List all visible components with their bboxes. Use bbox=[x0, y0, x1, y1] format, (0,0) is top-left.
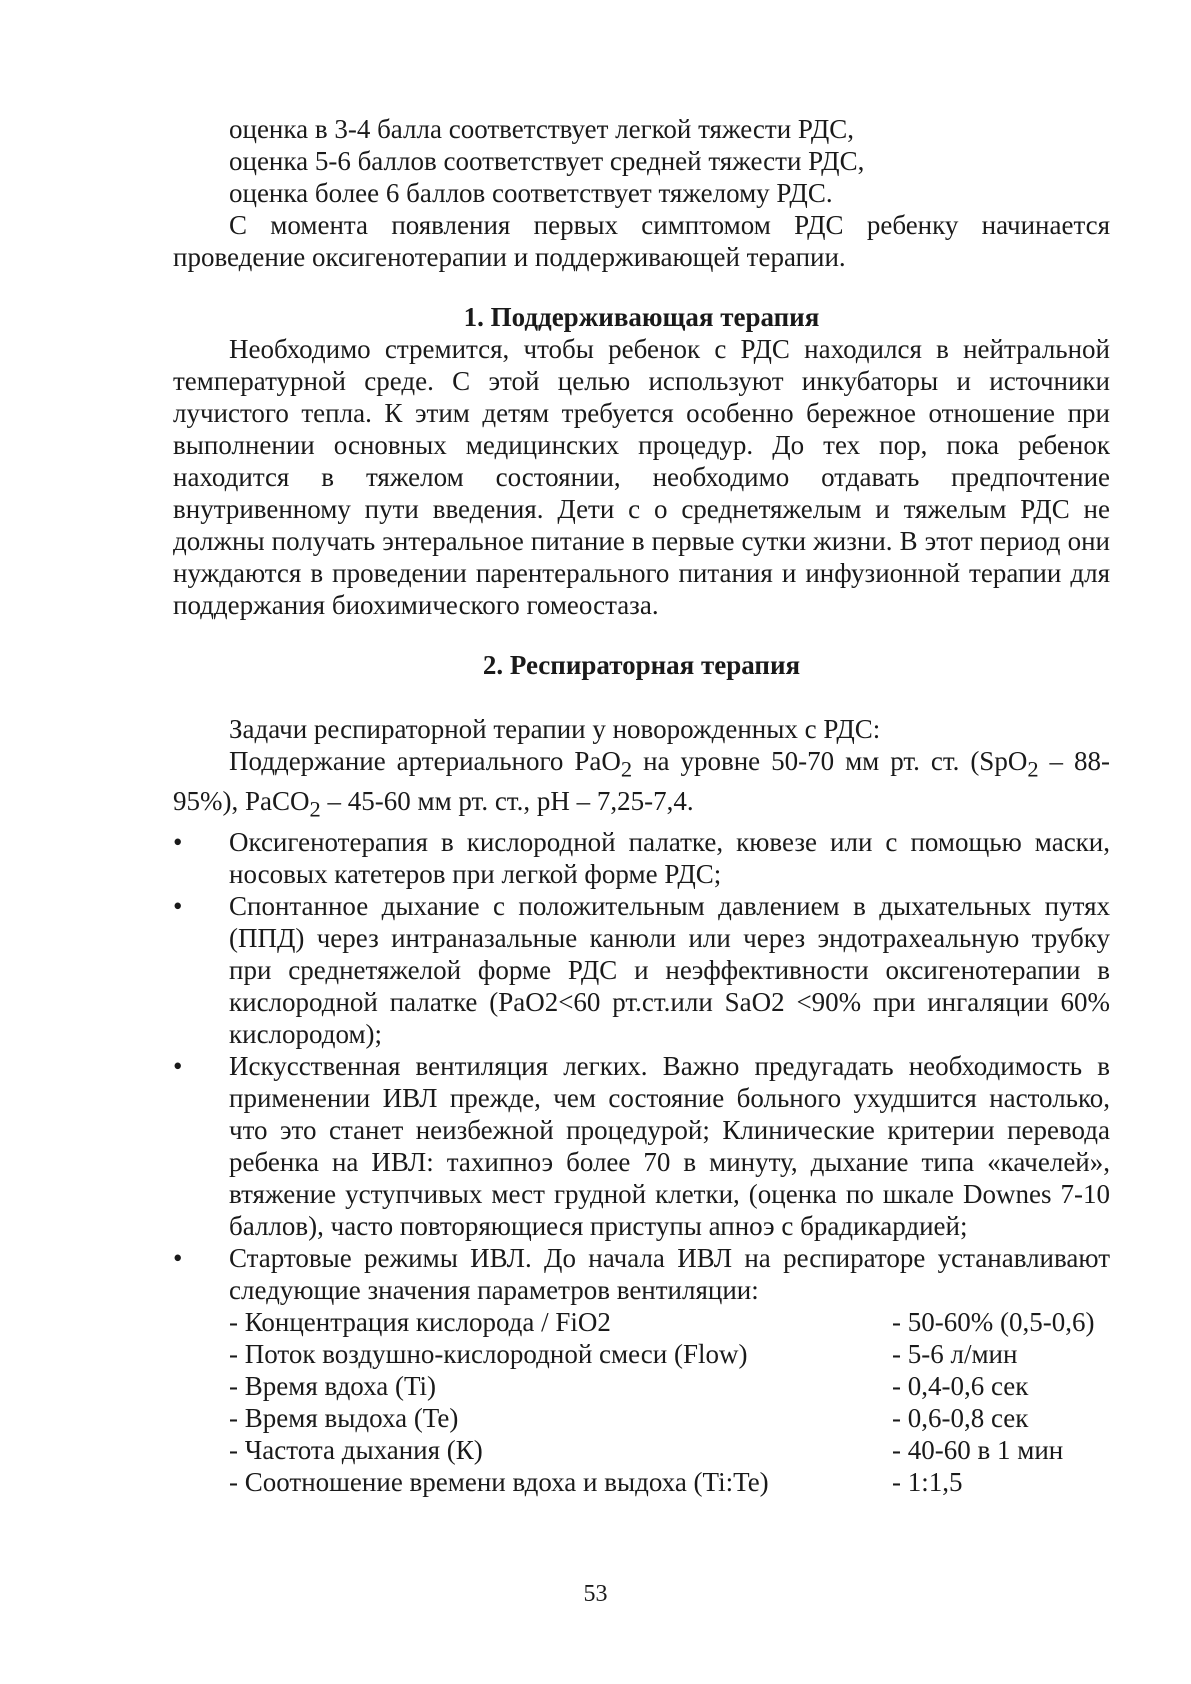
ventilation-parameters-table bbox=[173, 1306, 1110, 1498]
parameter-row bbox=[229, 1402, 1110, 1434]
bullet-icon: • bbox=[173, 1050, 183, 1081]
list-item bbox=[173, 1050, 1110, 1242]
page-number: 53 bbox=[583, 1581, 608, 1607]
intro-paragraph: С момента появления первых симптомом РДС ребенку начинается проведение оксигенотерапии и поддерживающей терапии. bbox=[173, 210, 1110, 272]
parameter-name: - Поток воздушно-кислородной смеси (Flow) bbox=[229, 1338, 748, 1369]
list-item bbox=[173, 890, 1110, 1050]
list-item-text: Оксигенотерапия в кислородной палатке, кювезе или с помощью маски, носовых катетеров при легкой форме РДС; bbox=[229, 826, 1110, 889]
bullet-icon: • bbox=[173, 1242, 183, 1273]
parameter-value: - 1:1,5 bbox=[892, 1466, 963, 1497]
list-item-text: Стартовые режимы ИВЛ. До начала ИВЛ на респираторе устанавливают следующие значения параметров вентиляции: bbox=[229, 1242, 1110, 1305]
list-item-text: Искусственная вентиляция легких. Важно предугадать необходимость в применении ИВЛ прежде, чем состояние больного ухудшится настолько, что это станет неизбежной процедурой; Клинические критерии перевода ребенка на ИВЛ: тахипноэ более 70 в минуту, дыхание типа «качелей», втяжение уступчивых мест грудной клетки, (оценка по шкале Downes 7-10 баллов), часто повторяющиеся приступы апноэ с брадикардией; bbox=[229, 1050, 1110, 1241]
parameter-row bbox=[229, 1338, 1110, 1370]
bullet-icon: • bbox=[173, 890, 183, 921]
scoring-line: оценка 5-6 баллов соответствует средней тяжести РДС, bbox=[229, 146, 865, 176]
parameter-name: - Время вдоха (Ti) bbox=[229, 1370, 437, 1401]
parameter-value: - 50-60% (0,5-0,6) bbox=[892, 1306, 1095, 1337]
parameter-name: - Соотношение времени вдоха и выдоха (Ti:Te) bbox=[229, 1466, 769, 1497]
parameter-value: - 40-60 в 1 мин bbox=[892, 1434, 1064, 1465]
supportive-therapy-paragraph: Необходимо стремится, чтобы ребенок с РДС находился в нейтральной температурной среде. С этой целью используют инкубаторы и источники лучистого тепла. К этим детям требуется особенно бережное отношение при выполнении основных медицинских процедур. До тех пор, пока ребенок находится в тяжелом состоянии, необходимо отдавать предпочтение внутривенному пути введения. Дети с о среднетяжелым и тяжелым РДС не должны получать энтеральное питание в первые сутки жизни. В этот период они нуждаются в проведении парентерального питания и инфузионной терапии для поддержания биохимического гомеостаза. bbox=[173, 334, 1110, 620]
respiratory-tasks-line: Задачи респираторной терапии у новорожденных с РДС: bbox=[229, 714, 881, 744]
parameter-name: - Частота дыхания (К) bbox=[229, 1434, 483, 1465]
bullet-icon: • bbox=[173, 826, 183, 857]
parameter-name: - Концентрация кислорода / FiO2 bbox=[229, 1306, 611, 1337]
section-heading-respiratory-therapy: 2. Респираторная терапия bbox=[482, 650, 801, 680]
parameter-row bbox=[229, 1466, 1110, 1498]
parameter-row bbox=[229, 1434, 1110, 1466]
scoring-line: оценка более 6 баллов соответствует тяжелому РДС. bbox=[229, 178, 833, 208]
respiratory-targets-paragraph: Поддержание артериального PaO$_2$ на уровне 50-70 мм рт. ст. (SpO$_2$ – 88-95%), PaCO$_2$ – 45-60 мм рт. ст., pH – 7,25-7,4. bbox=[173, 746, 1111, 822]
list-item bbox=[173, 826, 1110, 890]
section-heading-supportive-therapy: 1. Поддерживающая терапия bbox=[463, 302, 820, 332]
parameter-name: - Время выдоха (Te) bbox=[229, 1402, 459, 1433]
page-content bbox=[173, 113, 1110, 1498]
list-item-text: Спонтанное дыхание с положительным давлением в дыхательных путях (ППД) через интраназальные канюли или через эндотрахеальную трубку при среднетяжелой форме РДС и неэффективности оксигенотерапии в кислородной палатке (PaO2<60 рт.ст.или SaO2 <90% при ингаляции 60% кислородом); bbox=[229, 890, 1110, 1049]
parameter-value: - 5-6 л/мин bbox=[892, 1338, 1018, 1369]
parameter-row bbox=[229, 1306, 1110, 1338]
parameter-value: - 0,4-0,6 сек bbox=[892, 1370, 1029, 1401]
parameter-value: - 0,6-0,8 сек bbox=[892, 1402, 1029, 1433]
respiratory-methods-list bbox=[173, 826, 1110, 1306]
list-item bbox=[173, 1242, 1110, 1306]
parameter-row bbox=[229, 1370, 1110, 1402]
scoring-line: оценка в 3-4 балла соответствует легкой тяжести РДС, bbox=[229, 114, 855, 144]
